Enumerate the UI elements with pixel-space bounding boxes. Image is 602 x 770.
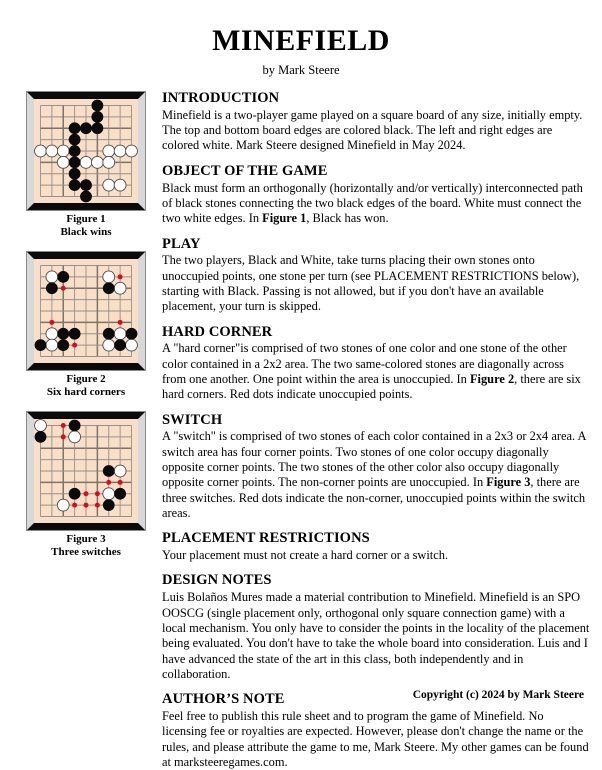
white-stone	[35, 419, 47, 431]
section-hard-corner	[162, 324, 590, 403]
white-stone	[103, 145, 115, 157]
figure-column	[18, 90, 154, 571]
section-authors-note	[162, 691, 590, 770]
red-dot	[84, 491, 89, 496]
section-play	[162, 236, 590, 315]
figure-1-caption-line2: Black wins	[60, 226, 112, 239]
red-dot	[61, 423, 66, 428]
white-stone	[91, 156, 103, 168]
figure-2-caption	[18, 373, 154, 400]
black-stone	[91, 111, 103, 123]
figure-3	[18, 412, 154, 560]
white-stone	[80, 156, 92, 168]
heading-switch: SWITCH	[162, 411, 223, 428]
figure-3-board	[27, 412, 145, 530]
black-stone	[91, 100, 103, 112]
body-switch-pre: A "switch" is comprised of two stones of each color contained in a 2x3 or 2x4 area. A switch area has four corner points. Two stones of one color occupy diagonally opposite corner points. The two stones of the other color also occupy diagonally opposite corner points. The non-corner points are unoccupied. In	[162, 429, 586, 490]
heading-play: PLAY	[162, 235, 201, 252]
red-dot	[95, 502, 100, 507]
figure-reference-2: Figure 2	[469, 372, 515, 386]
section-object-of-the-game	[162, 163, 590, 227]
red-dot	[106, 480, 111, 485]
section-design-notes	[162, 572, 590, 682]
red-dot	[61, 286, 66, 291]
section-introduction	[162, 90, 590, 154]
figure-2-board-surface	[34, 259, 138, 363]
white-stone	[103, 339, 115, 351]
body-hard-corner-pre: A "hard corner"is comprised of two stones of one color and one stone of the other color contained in a 2x2 area. The two same-colored stones are diagonally across from one another. One point within the area is unoccupied. In	[162, 341, 567, 386]
page-title: MINEFIELD	[212, 24, 390, 57]
black-stone	[69, 179, 81, 191]
body-introduction: Minefield is a two-player game played on a square board of any size, initially empty. The top and bottom board edges are colored black. The left and right edges are colored white. Mark Steere designed Minefield in May 2024.	[162, 107, 583, 153]
page-body	[0, 78, 602, 770]
red-dot	[118, 274, 123, 279]
white-stone	[103, 179, 115, 191]
black-stone	[126, 328, 138, 340]
body-object-pre: Black must form an orthogonally (horizontally and/or vertically) interconnected path of black stones connecting the two black edges of the board. White must connect the two white edges. In	[162, 180, 583, 226]
black-stone	[35, 339, 47, 351]
figure-2	[18, 252, 154, 400]
white-stone	[46, 328, 58, 340]
black-stone	[69, 122, 81, 134]
black-stone	[69, 145, 81, 157]
black-stone	[80, 179, 92, 191]
black-stone	[69, 168, 81, 180]
black-stone	[103, 465, 115, 477]
body-switch	[162, 429, 590, 521]
white-stone	[103, 156, 115, 168]
heading-authors-note: AUTHOR’S NOTE	[162, 691, 285, 708]
body-design-notes: Luis Bolaños Mures made a material contribution to Minefield. Minefield is an SPO OOSCG (single placement only, orthogonal only square connection game) with a local mechanism. You only have to consider the points in the locality of the placement being evaluated. You don't have to take the whole board into consideration. Luis and I have advanced the state of the art in this class, both independently and in collaboration.	[162, 590, 590, 681]
black-stone	[80, 122, 92, 134]
white-stone	[46, 271, 58, 283]
red-dot	[72, 502, 77, 507]
black-stone	[91, 122, 103, 134]
black-stone	[57, 339, 69, 351]
figure-3-board-surface	[34, 419, 138, 523]
black-stone	[35, 431, 47, 443]
white-stone	[69, 431, 81, 443]
figure-1	[18, 92, 154, 240]
white-stone	[114, 282, 126, 294]
white-stone	[114, 145, 126, 157]
body-switch-post: , there are three switches. Red dots indicate the non-corner, unoccupied points within the switch areas.	[162, 475, 586, 520]
figure-2-caption-line2: Six hard corners	[46, 386, 126, 399]
figure-3-caption-line2: Three switches	[51, 546, 121, 559]
figure-reference-3: Figure 3	[486, 475, 531, 490]
red-dot	[95, 491, 100, 496]
heading-hard-corner: HARD CORNER	[162, 323, 273, 340]
red-dot	[61, 434, 66, 439]
black-stone	[69, 134, 81, 146]
figure-3-caption-line1: Figure 3	[66, 532, 106, 545]
black-stone	[103, 499, 115, 511]
section-placement-restrictions	[162, 530, 590, 563]
black-stone	[69, 328, 81, 340]
author-byline: by Mark Steere	[262, 63, 340, 77]
figure-3-caption	[18, 533, 154, 560]
title-block	[0, 0, 602, 78]
white-stone	[46, 339, 58, 351]
white-stone	[114, 179, 126, 191]
figure-1-board-surface	[34, 99, 138, 203]
red-dot	[118, 320, 123, 325]
black-stone	[80, 191, 92, 203]
heading-introduction: INTRODUCTION	[162, 90, 280, 106]
figure-2-board	[27, 252, 145, 370]
black-stone	[69, 487, 81, 499]
body-object-of-the-game	[162, 181, 590, 227]
white-stone	[57, 156, 69, 168]
white-stone	[35, 145, 47, 157]
red-dot	[84, 502, 89, 507]
black-stone	[103, 282, 115, 294]
figure-1-caption-line1: Figure 1	[66, 213, 106, 225]
white-stone	[103, 487, 115, 499]
white-stone	[114, 465, 126, 477]
black-stone	[46, 282, 58, 294]
figure-1-board	[27, 92, 145, 210]
copyright-notice: Copyright (c) 2024 by Mark Steere	[412, 689, 584, 701]
body-hard-corner-post: , there are six hard corners. Red dots indicate unoccupied points.	[162, 372, 581, 402]
body-placement-restrictions: Your placement must not create a hard corner or a switch.	[162, 548, 449, 563]
black-stone	[103, 328, 115, 340]
body-play: The two players, Black and White, take turns placing their own stones onto unoccupied points, one stone per turn (see PLACEMENT RESTRICTIONS below), starting with Black. Passing is not allowed, but if you don't have an available placement, your turn is skipped.	[162, 253, 580, 314]
black-stone	[114, 339, 126, 351]
white-stone	[57, 145, 69, 157]
body-authors-note: Feel free to publish this rule sheet and to program the game of Minefield. No licensing fee or royalties are expected. However, please don't change the name or the rules, and please attribute the game to me, Mark Steere. My other games can be found at marksteeregames.com.	[162, 708, 589, 769]
black-stone	[57, 328, 69, 340]
body-object-post: , Black has won.	[306, 211, 389, 226]
body-hard-corner	[162, 341, 590, 402]
white-stone	[57, 499, 69, 511]
heading-design-notes: DESIGN NOTES	[162, 572, 272, 589]
black-stone	[69, 419, 81, 431]
section-switch	[162, 412, 590, 522]
white-stone	[46, 145, 58, 157]
figure-reference-1: Figure 1	[262, 211, 307, 226]
white-stone	[114, 328, 126, 340]
figure-2-caption-line1: Figure 2	[66, 372, 106, 385]
heading-object-of-the-game: OBJECT OF THE GAME	[162, 162, 328, 179]
heading-placement-restrictions: PLACEMENT RESTRICTIONS	[162, 530, 370, 547]
red-dot	[72, 342, 77, 347]
black-stone	[57, 271, 69, 283]
figure-1-caption	[18, 213, 154, 240]
white-stone	[126, 145, 138, 157]
red-dot	[118, 480, 123, 485]
text-column	[154, 90, 590, 770]
red-dot	[49, 320, 54, 325]
white-stone	[126, 339, 138, 351]
black-stone	[114, 487, 126, 499]
black-stone	[69, 156, 81, 168]
white-stone	[103, 271, 115, 283]
